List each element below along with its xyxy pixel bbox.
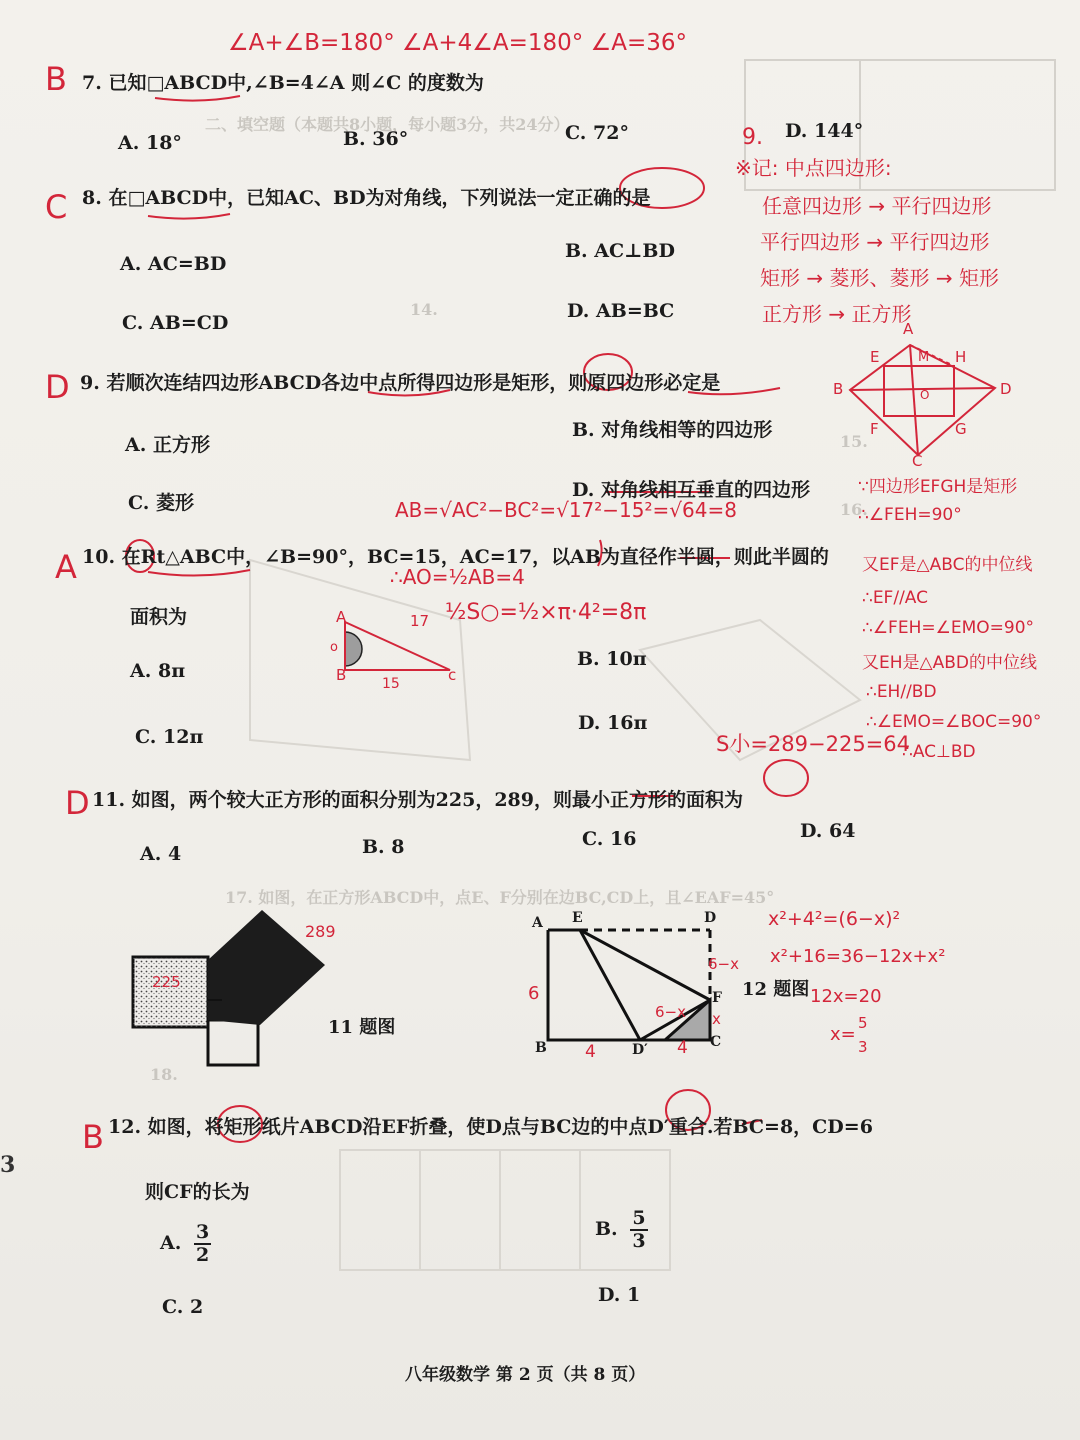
q9-fig-label: A	[903, 320, 914, 338]
q9-proof-line: ∵四边形EFGH是矩形	[858, 477, 1018, 497]
q9-note-line: ※记: 中点四边形:	[735, 156, 892, 180]
q11-option-d: D. 64	[800, 820, 856, 842]
q9-fig-label: C	[912, 452, 923, 470]
q11-option-c: C. 16	[582, 828, 637, 850]
q10-option-a: A. 8π	[130, 660, 186, 682]
q12-stem-cont: 则CF的长为	[145, 1181, 250, 1203]
q12-red-label: 6−x	[655, 1003, 686, 1021]
q10-triangle-figure	[345, 622, 450, 670]
q12-figure-caption: 12 题图	[742, 979, 810, 1000]
q9-answer-mark: D	[45, 368, 70, 406]
q12-red-label: 6	[528, 983, 540, 1004]
q9-option-b: B. 对角线相等的四边形	[572, 419, 773, 441]
q12-fig-label: C	[710, 1034, 722, 1050]
q12-red-label: x	[712, 1010, 721, 1028]
q9-fig-label: D	[1000, 380, 1012, 398]
q7-option-d: D. 144°	[785, 120, 864, 142]
q11-fig-label: 289	[305, 922, 336, 941]
q10-stem: 10. 在Rt△ABC中，∠B=90°，BC=15，AC=17，以AB为直径作半圆，则此半圆的	[82, 546, 829, 568]
q9-fig-label: B	[833, 380, 844, 398]
q12-option-c: C. 2	[162, 1296, 204, 1318]
q12-red-working: 3	[858, 1038, 868, 1056]
q8-stem: 8. 在□ABCD中，已知AC、BD为对角线，下列说法一定正确的是	[82, 187, 651, 209]
q8-answer-mark: C	[45, 188, 68, 226]
q8-option-a: A. AC=BD	[120, 253, 227, 275]
q9-proof-line: 又EF是△ABC的中位线	[862, 555, 1033, 575]
q12-red-working: x=	[830, 1024, 856, 1045]
q9-note-line: 矩形 → 菱形、菱形 → 矩形	[760, 266, 999, 290]
q10-option-d: D. 16π	[578, 712, 648, 734]
q9-option-d: D. 对角线相互垂直的四边形	[572, 479, 811, 501]
q9-proof-line: ∴∠FEH=∠EMO=90°	[862, 618, 1035, 638]
q9-proof-line: 又EH是△ABD的中位线	[862, 653, 1037, 673]
q11-figure-caption: 11 题图	[328, 1017, 396, 1038]
q12-red-working: 12x=20	[810, 986, 882, 1007]
q11-option-b: B. 8	[362, 836, 405, 858]
q7-red-working: ∠A+∠B=180° ∠A+4∠A=180° ∠A=36°	[228, 30, 687, 56]
q9-option-a: A. 正方形	[125, 434, 210, 456]
q9-proof-line: ∴∠EMO=∠BOC=90°	[866, 712, 1042, 732]
q9-proof-line: ∴EF//AC	[862, 588, 928, 608]
q12-red-working: x²+4²=(6−x)²	[768, 908, 901, 930]
q10-red-area: ½S○=½×π·4²=8π	[445, 600, 647, 625]
q9-option-c: C. 菱形	[128, 492, 195, 514]
q7-answer-mark: B	[45, 60, 67, 98]
q12-stem: 12. 如图，将矩形纸片ABCD沿EF折叠，使D点与BC边的中点D′重合.若BC=8，CD=6	[108, 1116, 873, 1138]
bleed-through-text: 17. 如图，在正方形ABCD中，点E、F分别在边BC,CD上，且∠EAF=45°	[225, 888, 775, 907]
q12-fig-label: F	[712, 990, 722, 1006]
q7-option-c: C. 72°	[565, 122, 629, 144]
q11-red-working: S小=289−225=64	[716, 732, 911, 756]
page-footer: 八年级数学 第 2 页（共 8 页）	[405, 1365, 646, 1385]
margin-mark: 3	[0, 1152, 16, 1178]
q12-fig-label: B	[535, 1040, 547, 1056]
q7-option-a: A. 18°	[118, 132, 182, 154]
bleed-through-text: 15.	[840, 432, 868, 451]
q10-answer-mark: A	[55, 548, 77, 586]
q10-option-c: C. 12π	[135, 726, 204, 748]
q11-option-a: A. 4	[140, 843, 182, 865]
q11-answer-mark: D	[65, 784, 90, 822]
q9-fig-label: E	[870, 348, 880, 366]
q12-fig-label: E	[572, 910, 583, 926]
q10-fig-label: o	[330, 640, 338, 655]
q9-note-line: 平行四边形 → 平行四边形	[760, 230, 990, 254]
q8-option-c: C. AB=CD	[122, 312, 229, 334]
q7-option-b: B. 36°	[343, 128, 409, 150]
q12-fig-label: A	[532, 915, 543, 931]
q9-note-line: 正方形 → 正方形	[762, 302, 912, 326]
fraction: $\frac{3}{2}$	[195, 1221, 210, 1266]
q12-red-label: 6−x	[708, 955, 739, 973]
q12-fig-label: D′	[632, 1042, 648, 1058]
q12-option-a: A. $\frac{3}{2}$	[160, 1221, 210, 1266]
bleed-through-text: 18.	[150, 1065, 178, 1084]
q10-fig-label: 15	[382, 676, 400, 692]
q10-stem-cont: 面积为	[130, 606, 188, 628]
q9-fig-label: F	[870, 420, 879, 438]
q12-red-working: 5	[858, 1014, 868, 1032]
bleed-through-text: 14.	[410, 300, 438, 319]
q10-fig-label: c	[448, 666, 457, 684]
q12-option-b: B. $\frac{5}{3}$	[595, 1207, 646, 1252]
q7-stem: 7. 已知□ABCD中,∠B=4∠A 则∠C 的度数为	[82, 72, 484, 94]
q9-proof-line: ∴EH//BD	[866, 682, 937, 702]
q12-red-label: 4	[677, 1038, 688, 1058]
q8-option-b: B. AC⊥BD	[565, 240, 675, 262]
q10-red-ao: ∴AO=½AB=4	[390, 565, 525, 589]
q11-fig-label: 225	[152, 973, 181, 991]
q10-fig-label: A	[336, 608, 347, 626]
q10-fig-label: 17	[410, 612, 430, 630]
bleed-through-text: 二、填空题（本题共8小题，每小题3分，共24分）	[205, 115, 570, 134]
q12-red-label: 4	[585, 1042, 596, 1062]
bleed-through-text: 16.	[840, 500, 868, 519]
q9-stem: 9. 若顺次连结四边形ABCD各边中点所得四边形是矩形，则原四边形必定是	[80, 372, 721, 394]
q10-fig-label: B	[336, 666, 347, 684]
q12-fold-figure	[548, 930, 710, 1040]
q9-red-label: 9.	[742, 125, 763, 150]
q9-proof-line: ∴∠FEH=90°	[858, 505, 962, 525]
q11-stem: 11. 如图，两个较大正方形的面积分别为225，289，则最小正方形的面积为	[92, 789, 743, 811]
q12-red-working: x²+16=36−12x+x²	[770, 946, 946, 967]
q12-answer-mark: B	[82, 1118, 104, 1156]
q12-option-d: D. 1	[598, 1284, 641, 1306]
q9-note-line: 任意四边形 → 平行四边形	[762, 194, 992, 218]
q9-fig-label: H	[955, 348, 967, 366]
q8-option-d: D. AB=BC	[567, 300, 675, 322]
q9-fig-label: M	[918, 350, 930, 365]
q10-red-working: AB=√AC²−BC²=√17²−15²=√64=8	[395, 498, 737, 522]
q9-fig-label: O	[920, 388, 930, 402]
q10-option-b: B. 10π	[577, 648, 647, 670]
q9-fig-label: G	[955, 420, 967, 438]
fraction: $\frac{5}{3}$	[632, 1207, 646, 1252]
q9-proof-line: ∴AC⊥BD	[902, 742, 976, 762]
q12-fig-label: D	[704, 910, 717, 926]
